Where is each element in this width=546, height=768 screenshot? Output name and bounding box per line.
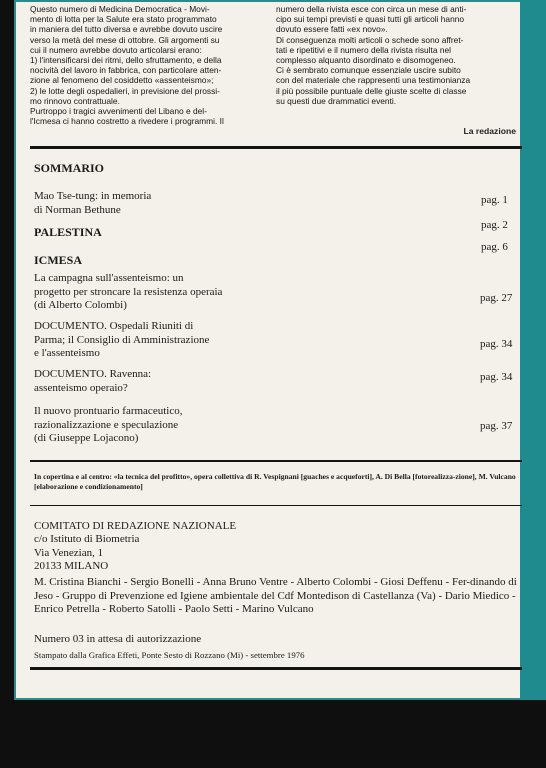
toc-entry-assenteismo: La campagna sull'assenteismo: un progetto per stroncare la resistenza operaia (di Alberto Colombi) [34,272,223,312]
toc-divider [30,460,522,462]
toc-entry-icmesa: ICMESA [34,253,83,267]
cover-edge [520,0,546,700]
committee-title: COMITATO DI REDAZIONE NAZIONALE [34,520,237,532]
editorial-signature: La redazione [463,126,516,136]
top-rule [30,146,522,149]
toc-page-mao: pag. 1 [481,194,508,206]
committee-members: M. Cristina Bianchi - Sergio Bonelli - Anna Bruno Ventre - Alberto Colombi - Giosi Deffenu - Fer-dinando di Jeso - Gruppo di Prevenzione ed Igiene ambientale del Cdf Montedison di Castellanza (Va) - Dario Miedico - Enrico Petrella - Roberto Satolli - Paolo Setti - Marino Vulcano [34,576,517,616]
toc-entry-parma: DOCUMENTO. Ospedali Riuniti di Parma; il Consiglio di Amministrazione e l'assenteismo [34,320,210,360]
toc-entry-prontuario: Il nuovo prontuario farmaceutico, razionalizzazione e speculazione (di Giuseppe Lojacono) [34,405,183,445]
toc-entry-palestina: PALESTINA [34,225,102,239]
toc-page-prontuario: pag. 37 [480,420,513,432]
editorial-left-column: Questo numero di Medicina Democratica - Movi- mento di lotta per la Salute era stato programmato in maniera del tutto diversa e avrebbe dovuto uscire verso la metà del mese di ottobre. Gli argomenti su cui il numero avrebbe dovuto articolarsi erano: 1) l'intensificarsi dei ritmi, dello sfruttamento, e della nocività del lavoro in fabbrica, con particolare atten- zione al fenomeno del cosiddetto «assenteismo»; 2) le lotte degli ospedalieri, in previsione del prossi- mo rinnovo contrattuale. Purtroppo i tragici avvenimenti del Libano e del- l'Icmesa ci hanno costretto a rivedere i programmi. Il [30,4,224,127]
toc-entry-ravenna: DOCUMENTO. Ravenna: assenteismo operaio? [34,368,152,394]
toc-entry-mao: Mao Tse-tung: in memoria di Norman Bethune [34,190,152,216]
toc-page-palestina: pag. 2 [481,219,508,231]
editorial-right-column: numero della rivista esce con circa un mese di anti- cipo sui tempi previsti e quasi tutti gli articoli hanno dovuto essere fatti «ex novo». Di conseguenza molti articoli o schede sono affret- tati e ripetitivi e il numero della rivista risulta nel complesso alquanto disordinato e disomogeneo. Ci è sembrato comunque essenziale uscire subito con del materiale che rappresenti una testimonianza il più possibile puntuale delle giuste scelte di classe su questi due drammatici eventi. [276,4,471,106]
toc-page-parma: pag. 34 [480,338,513,350]
bottom-rule [30,667,522,670]
toc-page-ravenna: pag. 34 [480,371,513,383]
cover-credits: In copertina e al centro: «la tecnica del profitto», opera collettiva di R. Vespignani [guaches e acqueforti], A. Di Bella [fotorealizza-zione], M. Vulcano [elaborazione e condizionamento] [34,472,516,491]
sommario-title: SOMMARIO [34,161,104,175]
toc-page-palestina-2: pag. 6 [481,241,508,253]
printer-info: Stampato dalla Grafica Effeti, Ponte Sesto di Rozzano (Mi) - settembre 1976 [34,650,305,660]
committee-address: c/o Istituto di Biometria Via Venezian, 1 20133 MILANO [34,533,140,573]
credits-divider [30,505,522,506]
editorial-note [30,4,518,144]
scan-background [0,700,546,768]
toc-page-assenteismo: pag. 27 [480,292,513,304]
committee-block [34,520,236,574]
issue-note: Numero 03 in attesa di autorizzazione [34,633,202,645]
